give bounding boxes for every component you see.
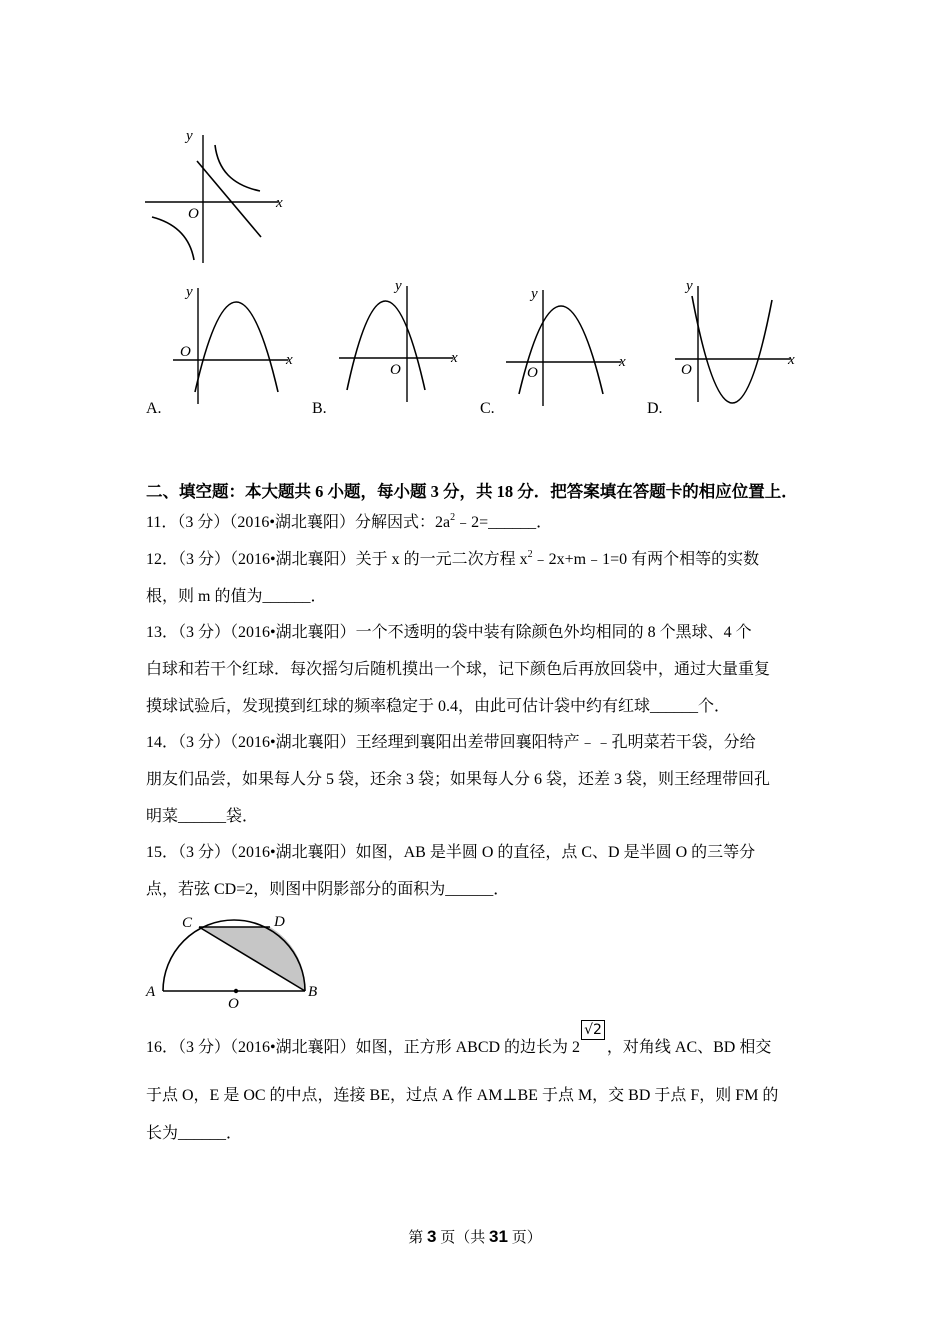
question-16-line-3: 长为______． bbox=[146, 1125, 243, 1142]
q12-text-end: ﹣2x+m﹣1=0 有两个相等的实数 bbox=[532, 551, 760, 568]
parabola-curve bbox=[692, 296, 772, 403]
x-axis-label: x bbox=[788, 352, 795, 368]
section-heading: 二、填空题：本大题共 6 小题，每小题 3 分，共 18 分．把答案填在答题卡的相应位置上． bbox=[146, 482, 798, 501]
option-a-label: A. bbox=[146, 400, 162, 417]
option-b-graph bbox=[335, 278, 465, 406]
y-axis-label: y bbox=[395, 278, 402, 294]
footer-suffix: 页） bbox=[507, 1230, 542, 1246]
hyperbola-branch-upper bbox=[215, 145, 260, 191]
q12-text: 12．（3 分）（2016•湖北襄阳）关于 x 的一元二次方程 x bbox=[146, 551, 528, 568]
option-b-label: B. bbox=[312, 400, 327, 417]
semicircle-figure bbox=[140, 910, 330, 1010]
y-axis-label: y bbox=[686, 278, 693, 294]
parabola-curve bbox=[347, 301, 425, 390]
q12-exponent: 2 bbox=[527, 549, 533, 560]
point-c-label: C bbox=[182, 915, 193, 931]
total-pages-number: 31 bbox=[489, 1227, 508, 1246]
origin-label: O bbox=[180, 344, 191, 360]
question-16-line-2: 于点 O，E 是 OC 的中点，连接 BE，过点 A 作 AM⊥BE 于点 M，交 BD 于点 F，则 FM 的 bbox=[146, 1087, 779, 1104]
page-footer bbox=[0, 1226, 950, 1247]
footer-middle: 页（共 bbox=[436, 1230, 490, 1246]
origin-label: O bbox=[390, 362, 401, 378]
option-d-graph bbox=[670, 276, 800, 408]
question-14-line-1: 14．（3 分）（2016•湖北襄阳）王经理到襄阳出差带回襄阳特产﹣﹣孔明菜若干袋，分给 bbox=[146, 734, 756, 751]
hyperbola-branch-lower bbox=[152, 217, 194, 260]
point-a-label: A bbox=[146, 984, 156, 1000]
q11-text-end: ﹣2=______． bbox=[455, 514, 553, 531]
origin-label: O bbox=[527, 365, 538, 381]
question-15-line-2: 点，若弦 CD=2，则图中阴影部分的面积为______． bbox=[146, 881, 510, 898]
origin-label: O bbox=[681, 362, 692, 378]
question-13-line-3: 摸球试验后，发现摸到红球的频率稳定于 0.4，由此可估计袋中约有红球______个． bbox=[146, 698, 731, 715]
current-page-number: 3 bbox=[427, 1227, 437, 1246]
sqrt-symbol: √2 bbox=[581, 1020, 605, 1040]
parabola-curve bbox=[195, 302, 278, 392]
x-axis-label: x bbox=[451, 350, 458, 366]
point-o-label: O bbox=[228, 996, 239, 1012]
option-d-label: D. bbox=[647, 400, 663, 417]
center-point bbox=[234, 989, 238, 993]
y-axis-label: y bbox=[531, 286, 538, 302]
origin-label: O bbox=[188, 206, 199, 222]
q16-text-end: ，对角线 AC、BD 相交 bbox=[606, 1039, 772, 1056]
question-11 bbox=[146, 513, 552, 533]
question-16-line-1 bbox=[146, 1022, 772, 1058]
option-c-label: C. bbox=[480, 400, 495, 417]
question-12-line-1 bbox=[146, 550, 759, 570]
question-14-line-2: 朋友们品尝，如果每人分 5 袋，还余 3 袋；如果每人分 6 袋，还差 3 袋，则王经理带回孔 bbox=[146, 771, 771, 788]
question-13-line-1: 13．（3 分）（2016•湖北襄阳）一个不透明的袋中装有除颜色外均相同的 8 个黑球、4 个 bbox=[146, 624, 752, 641]
point-b-label: B bbox=[308, 984, 318, 1000]
question-13-line-2: 白球和若干个红球．每次摇匀后随机摸出一个球，记下颜色后再放回袋中，通过大量重复 bbox=[146, 661, 771, 678]
line-graph bbox=[197, 161, 261, 237]
problem-graph-hyperbola-line bbox=[140, 125, 290, 265]
question-12-line-2: 根，则 m 的值为______． bbox=[146, 588, 327, 605]
footer-prefix: 第 bbox=[408, 1230, 428, 1246]
y-axis-label: y bbox=[186, 128, 193, 144]
x-axis-label: x bbox=[286, 352, 293, 368]
question-14-line-3: 明菜______袋． bbox=[146, 808, 259, 825]
option-c-graph bbox=[503, 282, 633, 410]
q16-text: 16．（3 分）（2016•湖北襄阳）如图，正方形 ABCD 的边长为 2 bbox=[146, 1039, 581, 1056]
x-axis-label: x bbox=[276, 195, 283, 211]
x-axis-label: x bbox=[619, 354, 626, 370]
option-a-graph bbox=[170, 280, 300, 408]
y-axis-label: y bbox=[186, 284, 193, 300]
q11-exponent: 2 bbox=[450, 512, 456, 523]
point-d-label: D bbox=[274, 914, 285, 930]
question-15-line-1: 15．（3 分）（2016•湖北襄阳）如图，AB 是半圆 O 的直径，点 C、D 是半圆 O 的三等分 bbox=[146, 844, 756, 861]
q11-text: 11．（3 分）（2016•湖北襄阳）分解因式：2a bbox=[146, 514, 451, 531]
